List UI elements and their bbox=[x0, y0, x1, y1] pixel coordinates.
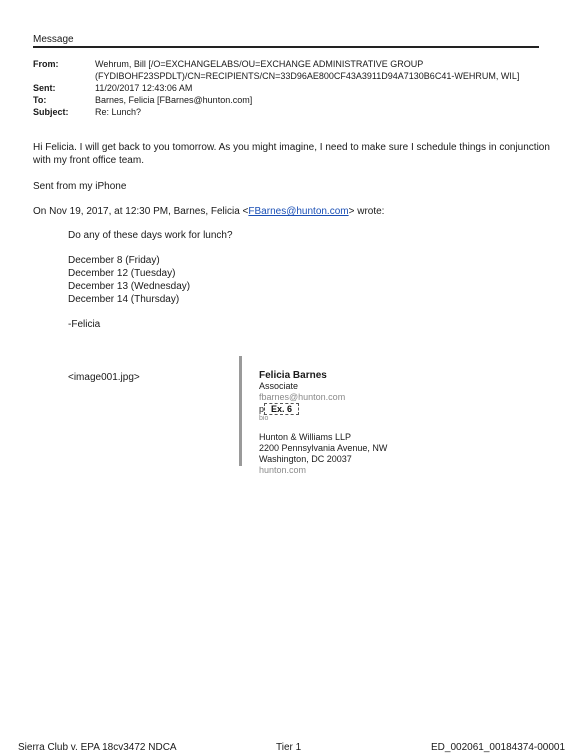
to-label: To: bbox=[33, 95, 47, 105]
date-item: December 13 (Wednesday) bbox=[68, 281, 191, 292]
from-value-line1: Wehrum, Bill [/O=EXCHANGELABS/OU=EXCHANGE ADMINISTRATIVE GROUP bbox=[95, 59, 424, 69]
signature-firm: Hunton & Williams LLP bbox=[259, 432, 352, 442]
signature-address2: Washington, DC 20037 bbox=[259, 454, 352, 464]
from-value-line2: (FYDIBOHF23SPDLT)/CN=RECIPIENTS/CN=33D96AE800CF43A3911D94A7130B6C41-WEHRUM, WIL] bbox=[95, 71, 520, 81]
signoff: Sent from my iPhone bbox=[33, 181, 127, 192]
date-item: December 8 (Friday) bbox=[68, 255, 160, 266]
date-item: December 14 (Thursday) bbox=[68, 294, 180, 305]
quoted-signature: -Felicia bbox=[68, 319, 101, 330]
sent-value: 11/20/2017 12:43:06 AM bbox=[95, 83, 193, 93]
subject-value: Re: Lunch? bbox=[95, 107, 142, 117]
body-paragraph bbox=[33, 141, 550, 167]
phone-prefix: p bbox=[259, 404, 265, 414]
signature-address1: 2200 Pennsylvania Avenue, NW bbox=[259, 443, 388, 453]
date-list bbox=[68, 254, 190, 306]
header-divider bbox=[33, 46, 539, 48]
signature-bar bbox=[239, 356, 242, 466]
redaction-box: Ex. 6 bbox=[264, 403, 299, 415]
date-item: December 12 (Tuesday) bbox=[68, 268, 176, 279]
quote-email-link[interactable]: FBarnes@hunton.com bbox=[248, 206, 349, 217]
signature-block bbox=[259, 370, 387, 476]
message-header bbox=[0, 58, 574, 118]
signature-website[interactable]: hunton.com bbox=[259, 465, 307, 475]
signature-email[interactable]: fbarnes@hunton.com bbox=[259, 392, 346, 402]
subject-label: Subject: bbox=[33, 107, 69, 117]
quote-intro bbox=[33, 205, 384, 218]
body-line-2: with my front office team. bbox=[33, 155, 144, 166]
footer-left: Sierra Club v. EPA 18cv3472 NDCA bbox=[18, 742, 177, 753]
from-label: From: bbox=[33, 59, 59, 69]
to-value: Barnes, Felicia [FBarnes@hunton.com] bbox=[95, 95, 253, 105]
signature-bio[interactable]: bio bbox=[259, 415, 269, 422]
signature-name: Felicia Barnes bbox=[259, 370, 327, 381]
body-line-1: Hi Felicia. I will get back to you tomorrow. As you might imagine, I need to make sure I schedule things in conjunction bbox=[33, 142, 550, 153]
section-label: Message bbox=[33, 34, 74, 45]
footer-right: ED_002061_00184374-00001 bbox=[431, 742, 566, 753]
quoted-question: Do any of these days work for lunch? bbox=[68, 230, 233, 241]
quote-intro-suffix: > wrote: bbox=[348, 206, 385, 217]
signature-title: Associate bbox=[259, 381, 299, 391]
image-placeholder: <image001.jpg> bbox=[68, 372, 140, 383]
sent-label: Sent: bbox=[33, 83, 56, 93]
footer-center: Tier 1 bbox=[276, 742, 302, 753]
signature-phone bbox=[259, 403, 387, 415]
quote-intro-prefix: On Nov 19, 2017, at 12:30 PM, Barnes, Felicia < bbox=[33, 206, 249, 217]
